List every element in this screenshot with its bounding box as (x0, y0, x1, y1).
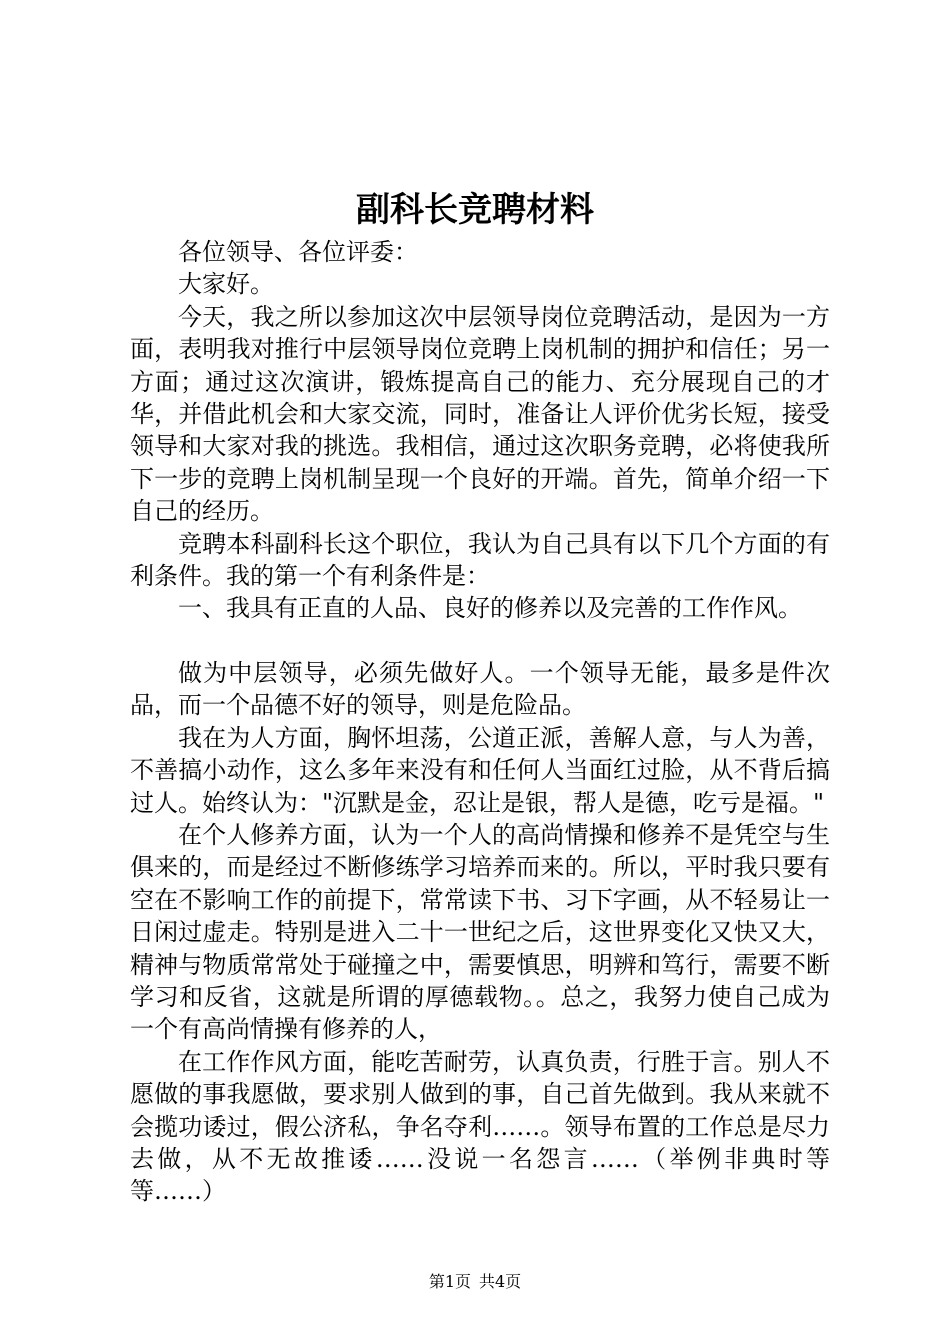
paragraph-conditions: 竞聘本科副科长这个职位，我认为自己具有以下几个方面的有利条件。我的第一个有利条件是： (130, 529, 830, 591)
paragraph-work-style: 在工作作风方面，能吃苦耐劳，认真负责，行胜于言。别人不愿做的事我愿做，要求别人做到的事，自己首先做到。我从来就不会揽功诿过，假公济私，争名夺利……。领导布置的工作总是尽力去做，从不无故推诿……没说一名怨言……（举例非典时等等……） (130, 1047, 830, 1206)
section-heading-one: 一、我具有正直的人品、良好的修养以及完善的工作作风。 (178, 594, 802, 623)
paragraph-cultivation: 在个人修养方面，认为一个人的高尚情操和修养不是凭空与生俱来的，而是经过不断修练学习培养而来的。所以，平时我只要有空在不影响工作的前提下，常常读下书、习下字画，从不轻易让一日闲过虚走。特别是进入二十一世纪之后，这世界变化又快又大，精神与物质常常处于碰撞之中，需要慎思，明辨和笃行，需要不断学习和反省，这就是所谓的厚德载物。。总之，我努力使自己成为一个有高尚情操有修养的人， (130, 820, 830, 1044)
paragraph-intro: 今天，我之所以参加这次中层领导岗位竞聘活动，是因为一方面，表明我对推行中层领导岗位竞聘上岗机制的拥护和信任；另一方面；通过这次演讲，锻炼提高自己的能力、充分展现自己的才华，并借此机会和大家交流，同时，准备让人评价优劣长短，接受领导和大家对我的挑选。我相信，通过这次职务竞聘，必将使我所下一步的竞聘上岗机制呈现一个良好的开端。首先，简单介绍一下自己的经历。 (130, 302, 830, 526)
page-footer (0, 1271, 950, 1293)
paragraph-character: 我在为人方面，胸怀坦荡，公道正派，善解人意，与人为善，不善搞小动作，这么多年来没有和任何人当面红过脸，从不背后搞过人。始终认为："沉默是金，忍让是银，帮人是德，吃亏是福。" (130, 723, 830, 817)
document-body (130, 236, 830, 1208)
page-number: 第1页 (428, 1272, 471, 1291)
paragraph-leadership: 做为中层领导，必须先做好人。一个领导无能，最多是件次品，而一个品德不好的领导，则是危险品。 (130, 658, 830, 720)
salutation: 各位领导、各位评委： (178, 238, 418, 266)
document-title: 副科长竞聘材料 (356, 190, 594, 230)
greeting: 大家好。 (178, 270, 274, 299)
page-total: 共4页 (479, 1272, 522, 1291)
